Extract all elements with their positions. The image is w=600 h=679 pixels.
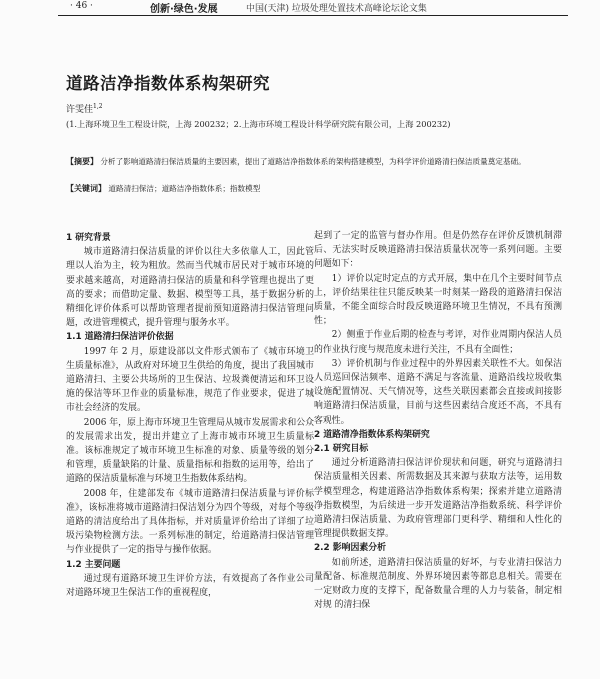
keywords-text: 道路清扫保洁；道路洁净指数体系；指数模型 <box>108 184 261 193</box>
subsection-heading: 2.1 研究目标 <box>314 444 369 455</box>
subsection-heading: 1.1 道路清扫保洁评价依据 <box>66 332 174 343</box>
subsection-heading: 1.2 主要问题 <box>66 559 121 570</box>
author-affil-marks: 1,2 <box>93 103 103 110</box>
proceedings-title: 中国(天津) 垃圾处理处置技术高峰论坛论文集 <box>246 4 427 14</box>
body-column-left <box>66 231 314 600</box>
header-rule <box>58 15 568 16</box>
affiliation: (1.上海环境卫生工程设计院，上海 200232；2.上海市环境工程设计科学研究院有限公司，上海 200232) <box>66 119 451 129</box>
paragraph: 通过现有道路环境卫生评价方法，有效提高了各作业公司对道路环境卫生保洁工作的重视程度， <box>66 573 314 599</box>
section-heading: 2 道路清净指数体系构架研究 <box>314 429 430 440</box>
paragraph: 1）评价以定时定点的方式开展，集中在几个主要时间节点上，评价结果往往只能反映某一时刻某一路段的道路清扫保洁质量，不能全面综合时段反映道路环境卫生情况，不具有预测性； <box>314 273 562 327</box>
running-header <box>0 0 600 14</box>
keywords <box>66 183 566 194</box>
abstract-label: 【摘要】 <box>66 157 98 166</box>
author-name: 许雯佳 <box>66 105 94 115</box>
keywords-label: 【关键词】 <box>66 184 106 193</box>
paragraph: 2）侧重于作业后期的检查与考评，对作业周期内保洁人员的作业执行度与规范度未进行关注，不具有全面性； <box>314 330 562 355</box>
paragraph: 3）评价机制与作业过程中的外界因素关联性不大。如保洁人员巡回保洁频率、道路不满足与客流量、道路沿线垃圾收集设施配置情况、天气情况等，这些关联因素都会直接或间接影响道路清扫保洁质量，目前与这些因素结合度还不高，不具有客观性。 <box>314 358 562 426</box>
paragraph: 城市道路清扫保洁质量的评价以往大多依靠人工，因此管理以人治为主，较为粗放。然而当代城市居民对于城市环境的要求越来越高，对道路清扫保洁的质量和科学管理也提出了更高的要求；而借助定量、数据、模型等工具，基于数据分析的精细化评价体系可以帮助管理者提前预知道路清扫保洁管理问题，改进管理模式，提升管理与服务水平。 <box>66 247 314 329</box>
paragraph: 起到了一定的监管与督办作用。但是仍然存在评价反馈机制滞后、无法实时反映道路清扫保洁质量状况等一系列问题。主要问题如下： <box>314 231 562 270</box>
article-title: 道路洁净指数体系构架研究 <box>66 74 270 93</box>
body-column-right <box>314 229 562 612</box>
paragraph: 2008 年，住建部发布《城市道路清扫保洁质量与评价标准》，该标准将城市道路清扫保洁划分为四个等级，对每个等级道路的清洁度给出了具体指标，并对质量评价给出了详细了垃圾污染物检测方法。一系列标准的制定，给道路清扫保洁管理与作业提供了一定的指导与操作依据。 <box>66 488 314 556</box>
section-heading: 1 研究背景 <box>66 233 111 243</box>
page-number: · 46 · <box>70 1 93 11</box>
abstract-text: 分析了影响道路清扫保洁质量的主要因素，提出了道路洁净指数体系的架构搭建模型，为科学评价道路清扫保洁质量奠定基础。 <box>100 157 526 166</box>
subsection-heading: 2.2 影响因素分析 <box>314 543 387 554</box>
paragraph: 1997 年 2 月，原建设部以文件形式颁布了《城市环境卫生质量标准》，从政府对环境卫生供给的角度，提出了我国城市道路清扫、主要公共场所的卫生保洁、垃圾粪便清运和环卫设施的保洁等环卫作业的质量标准，规范了作业要求，促进了城市社会经济的发展。 <box>66 346 314 414</box>
paragraph: 如前所述，道路清扫保洁质量的好坏，与专业清扫保洁力量配备、标准规范制度、外界环境因素等都息息相关。需要在一定财政力度的支撑下，配备数量合理的人力与装备，制定相对规 的清扫保 <box>314 557 562 611</box>
paragraph: 2006 年，原上海市环境卫生管理局从城市发展需求和公众的发展需求出发，提出并建立了上海市城市环境卫生质量标准。该标准规定了城市环境卫生标准的对象、质量等级的划分和管理，质量缺陷的计量、质量指标和指数的运用等，给出了道路的保洁质量标准与环境卫生指数体系结构。 <box>66 417 314 485</box>
abstract <box>66 156 566 168</box>
journal-tag: 创新·绿色·发展 <box>150 4 218 15</box>
paragraph: 通过分析道路清扫保洁评价现状和问题，研究与道路清扫保洁质量相关因素、所需数据及其来源与获取方法等，运用数学模型理念，构建道路洁净指数体系构架；探索并建立道路清净指数模型，为后续进一步开发道路洁净指数系统、科学评价道路清扫保洁质量、为政府管理部门更科学、精细和人性化的管理提供数据支撑。 <box>314 458 562 540</box>
author-line <box>66 102 103 115</box>
